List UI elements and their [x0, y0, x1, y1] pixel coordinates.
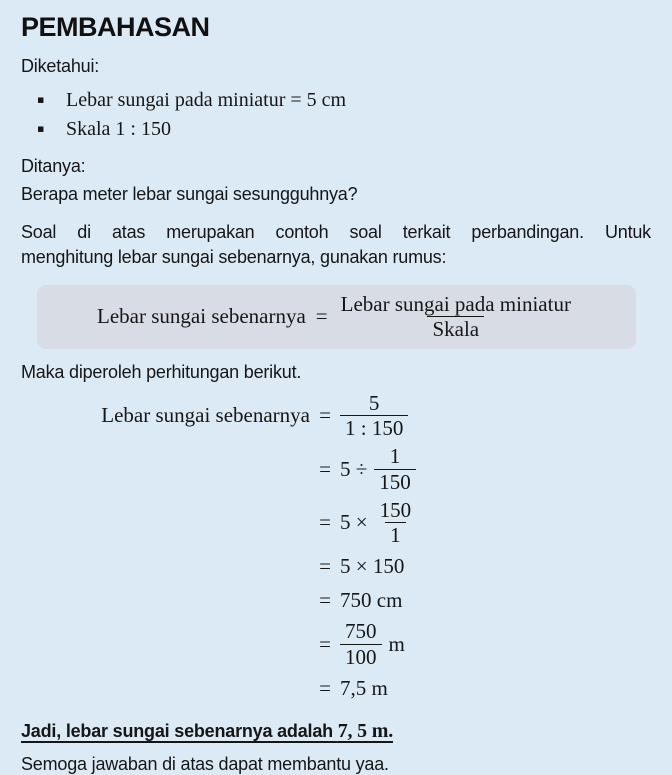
- formula-fraction: [336, 292, 576, 343]
- step-unit: m: [388, 631, 405, 656]
- calc-lhs: Lebar sungai sebenarnya: [101, 403, 310, 428]
- bullet-square-icon: ▪: [37, 121, 45, 135]
- equals-sign: =: [319, 456, 331, 481]
- step-result: 7,5 m: [340, 675, 388, 700]
- calc-step: [21, 444, 651, 495]
- calculation-block: [21, 391, 651, 704]
- known-item-text: Lebar sungai pada miniatur = 5 cm: [66, 89, 347, 112]
- calc-intro: Maka diperoleh perhitungan berikut.: [21, 362, 302, 383]
- fraction-numerator: Lebar sungai pada miniatur: [340, 291, 571, 316]
- asked-label: Ditanya:: [21, 156, 86, 177]
- calc-step: [21, 391, 651, 442]
- conclusion-line: [21, 720, 651, 743]
- calc-step: [21, 498, 651, 549]
- fraction-numerator: 150: [379, 497, 412, 522]
- formula-box: [37, 285, 636, 350]
- explanation-line: menghitung lebar sungai sebenarnya, gunakan rumus:: [21, 246, 447, 267]
- step-fraction: [374, 444, 416, 495]
- list-item: [21, 115, 651, 143]
- calc-step: [21, 551, 651, 582]
- known-label: Diketahui:: [21, 56, 100, 76]
- step-result: 5 × 150: [340, 554, 405, 579]
- equals-sign: =: [319, 588, 331, 613]
- asked-question: Berapa meter lebar sungai sesungguhnya?: [21, 183, 358, 204]
- page-title: PEMBAHASAN: [21, 12, 210, 42]
- calc-step: [21, 673, 651, 704]
- calc-step: [21, 585, 651, 616]
- known-list: [21, 86, 651, 143]
- fraction-numerator: 1: [389, 444, 401, 469]
- fraction-denominator: 1 : 150: [340, 415, 408, 441]
- step-fraction: [375, 498, 417, 549]
- step-result: 750 cm: [340, 588, 403, 613]
- equals-sign: =: [319, 631, 331, 656]
- equals-sign: =: [319, 554, 331, 579]
- step-operand: 5 ×: [340, 510, 368, 535]
- equals-sign: =: [319, 675, 331, 700]
- fraction-denominator: Skala: [427, 316, 484, 342]
- step-fraction: [340, 391, 408, 442]
- explanation-paragraph: [21, 220, 651, 270]
- equals-sign: =: [315, 304, 328, 329]
- fraction-denominator: 1: [385, 522, 406, 548]
- step-fraction: [340, 619, 382, 670]
- fraction-numerator: 750: [345, 619, 377, 644]
- fraction-denominator: 150: [374, 469, 416, 495]
- equals-sign: =: [319, 510, 331, 535]
- fraction-numerator: 5: [368, 390, 380, 415]
- list-item: [21, 86, 651, 114]
- conclusion-value: 7, 5 m.: [337, 719, 393, 742]
- formula-lhs: Lebar sungai sebenarnya: [97, 304, 306, 329]
- closing-line: Semoga jawaban di atas dapat membantu yaa.: [21, 753, 389, 774]
- fraction-denominator: 100: [340, 644, 382, 670]
- step-operand: 5 ÷: [340, 456, 368, 481]
- explanation-line: Soal di atas merupakan contoh soal terkait perbandingan. Untuk: [21, 221, 651, 242]
- bullet-square-icon: ▪: [37, 93, 45, 107]
- equals-sign: =: [319, 403, 331, 428]
- conclusion-text: Jadi, lebar sungai sebenarnya adalah: [21, 720, 338, 741]
- calc-step: [21, 619, 651, 670]
- known-item-text: Skala 1 : 150: [66, 117, 171, 140]
